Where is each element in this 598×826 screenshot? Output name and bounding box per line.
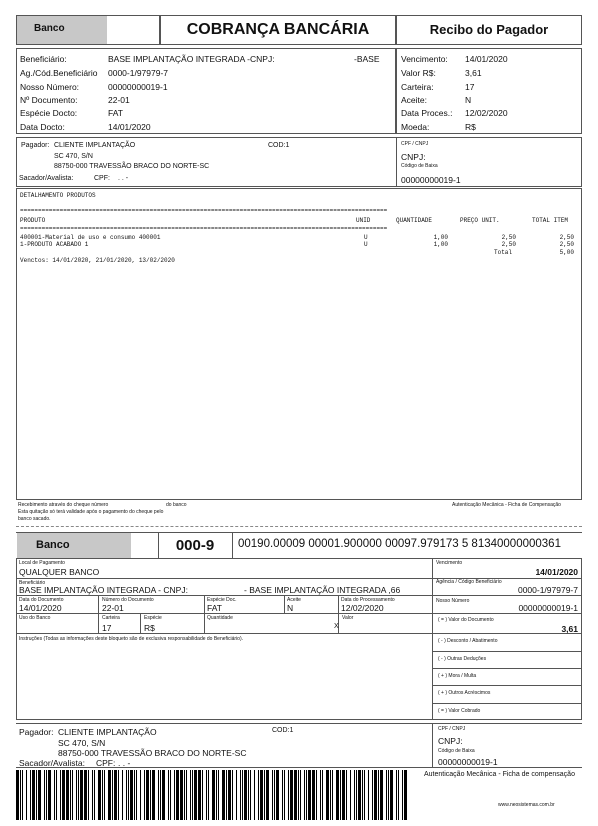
details-separator-bottom: ======================================================================================================	[20, 225, 388, 232]
receipt-especie-docto-label: Espécie Docto:	[20, 108, 78, 118]
slip-outros-acrescimos-label: ( + ) Outros Acréscimos	[438, 690, 491, 696]
slip-autenticacao: Autenticação Mecânica - Ficha de compensação	[424, 771, 575, 778]
receipt-pagador-address2: 88750-000 TRAVESSÃO BRACO DO NORTE-SC	[54, 163, 210, 170]
receipt-carteira-label: Carteira:	[401, 82, 434, 92]
slip-cpf-value: . . -	[118, 758, 131, 768]
barcode-bar	[316, 770, 317, 820]
barcode-bar	[80, 770, 83, 820]
barcode-bar	[92, 770, 93, 820]
barcode-bar	[60, 770, 61, 820]
cut-line	[16, 526, 582, 527]
barcode-bar	[264, 770, 265, 820]
slip-col-line	[284, 595, 285, 613]
details-row-total: 2,50	[559, 241, 574, 248]
details-separator-top: ======================================================================================================	[20, 207, 388, 214]
details-row-unid: U	[364, 241, 368, 248]
slip-desconto-label: ( - ) Desconto / Abatimento	[438, 638, 498, 644]
barcode-bar	[298, 770, 299, 820]
details-row-preco: 2,50	[501, 234, 516, 241]
slip-local-pagamento-label: Local de Pagamento	[19, 560, 65, 566]
slip-especie-doc-value: FAT	[207, 603, 222, 613]
receipt-pagador-name: CLIENTE IMPLANTAÇÃO	[54, 142, 136, 149]
receipt-cpf-label: CPF:	[94, 175, 110, 182]
receipt-data-proces-value: 12/02/2020	[465, 108, 508, 118]
barcode-bar	[122, 770, 123, 820]
barcode-bar	[346, 770, 347, 820]
slip-carteira-value: 17	[102, 623, 112, 633]
barcode-bar	[158, 770, 159, 820]
barcode-bar	[250, 770, 251, 820]
receipt-cpf-cnpj-small: CPF / CNPJ	[401, 141, 429, 147]
barcode-bar	[84, 770, 87, 820]
barcode-bar	[184, 770, 185, 820]
slip-row-line	[432, 703, 582, 704]
barcode-bar	[180, 770, 183, 820]
barcode-bar	[254, 770, 255, 820]
barcode-bar	[322, 770, 323, 820]
slip-beneficiario-label: Beneficiário	[19, 580, 46, 586]
barcode-bar	[36, 770, 37, 820]
slip-pagador-label: Pagador:	[19, 727, 54, 737]
barcode-bar	[240, 770, 241, 820]
slip-bank-divider-2	[232, 532, 233, 558]
barcode-bar	[332, 770, 333, 820]
receipt-data-proces-label: Data Proces.:	[401, 108, 453, 118]
slip-linha-digitavel: 00190.00009 00001.900000 00097.979173 5 81340000000361	[238, 538, 561, 550]
barcode-bar	[78, 770, 79, 820]
barcode-bar	[354, 770, 355, 820]
barcode-bar	[374, 770, 377, 820]
barcode-bar	[336, 770, 339, 820]
barcode-bar	[186, 770, 187, 820]
slip-vencimento-value: 14/01/2020	[535, 567, 578, 577]
barcode-bar	[232, 770, 233, 820]
slip-bank-label: Banco	[36, 539, 70, 551]
barcode-bar	[38, 770, 41, 820]
slip-aceite-label: Aceite	[287, 597, 301, 603]
receipt-beneficiario-suffix: -BASE	[354, 54, 380, 64]
barcode-bar	[98, 770, 101, 820]
slip-data-documento-value: 14/01/2020	[19, 603, 62, 613]
barcode-bar	[266, 770, 269, 820]
receipt-sacador-label: Sacador/Avalista:	[19, 175, 74, 182]
slip-col-line	[98, 595, 99, 633]
receipt-pagador-address1: SC 470, S/N	[54, 153, 93, 160]
barcode-bar	[76, 770, 77, 820]
recebimento-line2: Esta quitação só terá validade após o pagamento do cheque pelo	[18, 509, 164, 515]
barcode-bar	[206, 770, 207, 820]
slip-especie-value: R$	[144, 623, 155, 633]
barcode-bar	[168, 770, 169, 820]
barcode-bar	[300, 770, 301, 820]
barcode-bar	[192, 770, 193, 820]
barcode-bar	[396, 770, 397, 820]
barcode-bar	[126, 770, 127, 820]
slip-data-documento-label: Data do Documento	[19, 597, 64, 603]
receipt-nosso-numero-label: Nosso Número:	[20, 82, 80, 92]
slip-pagador-divider	[432, 723, 433, 767]
barcode-bar	[274, 770, 275, 820]
receipt-data-docto-label: Data Docto:	[20, 122, 65, 132]
slip-sacador-label: Sacador/Avalista:	[19, 758, 85, 768]
receipt-vencimento-label: Vencimento:	[401, 54, 448, 64]
slip-mora-multa-label: ( + ) Mora / Multa	[438, 673, 477, 679]
receipt-moeda-label: Moeda:	[401, 122, 430, 132]
slip-col-line	[140, 613, 141, 633]
details-total-label: Total	[494, 249, 513, 256]
barcode-bar	[160, 770, 161, 820]
receipt-valor-label: Valor R$:	[401, 68, 436, 78]
barcode-bar	[54, 770, 55, 820]
barcode-bar	[312, 770, 315, 820]
barcode-bar	[368, 770, 369, 820]
barcode-bar	[228, 770, 231, 820]
barcode-bar	[44, 770, 45, 820]
details-header-produto: PRODUTO	[20, 217, 46, 224]
slip-row-line	[16, 595, 582, 596]
barcode-bar	[102, 770, 103, 820]
barcode-bar	[380, 770, 383, 820]
slip-data-processamento-label: Data do Processamento	[341, 597, 395, 603]
receipt-moeda-value: R$	[465, 122, 476, 132]
barcode-bar	[16, 770, 19, 820]
receipt-agencia-label: Ag./Cód.Beneficiário	[20, 68, 98, 78]
slip-beneficiario-value: BASE IMPLANTAÇÃO INTEGRADA - CNPJ:	[19, 585, 188, 595]
barcode	[16, 770, 410, 820]
slip-website: www.neosistemas.com.br	[498, 802, 555, 808]
barcode-bar	[260, 770, 263, 820]
barcode-bar	[128, 770, 129, 820]
details-header-total: TOTAL ITEM	[532, 217, 569, 224]
barcode-bar	[306, 770, 307, 820]
barcode-bar	[326, 770, 329, 820]
barcode-bar	[356, 770, 357, 820]
slip-row-line	[16, 613, 582, 614]
slip-nosso-numero-label: Nosso Número	[436, 598, 470, 604]
receipt-codigo-baixa-small: Código de Baixa	[401, 163, 438, 169]
slip-cod-label: COD:1	[272, 727, 294, 734]
receipt-beneficiario-label: Beneficiário:	[20, 54, 67, 64]
barcode-bar	[194, 770, 197, 820]
barcode-bar	[150, 770, 151, 820]
slip-agencia-value: 0000-1/97979-7	[517, 585, 578, 595]
slip-agencia-label: Agência / Código Beneficiário	[436, 579, 502, 585]
barcode-bar	[170, 770, 171, 820]
slip-pagador-address2: 88750-000 TRAVESSÃO BRACO DO NORTE-SC	[58, 748, 247, 758]
receipt-title: COBRANÇA BANCÁRIA	[186, 21, 370, 38]
slip-right-column-divider	[432, 558, 433, 720]
slip-valor-documento-label: ( = ) Valor do Documento	[438, 617, 494, 623]
details-header-preco: PREÇO UNIT.	[460, 217, 500, 224]
receipt-valor-value: 3,61	[465, 68, 482, 78]
slip-instrucoes: Instruções (Todas as informações deste bloqueto são de exclusiva responsabilidade do Beneficiário).	[19, 636, 244, 642]
details-title: DETALHAMENTO PRODUTOS	[20, 192, 96, 199]
barcode-bar	[136, 770, 137, 820]
receipt-aceite-label: Aceite:	[401, 95, 427, 105]
barcode-bar	[26, 770, 27, 820]
receipt-pagador-divider	[396, 137, 397, 187]
barcode-bar	[276, 770, 279, 820]
slip-codigo-baixa-small: Código de Baixa	[438, 748, 475, 754]
barcode-bar	[118, 770, 119, 820]
barcode-bar	[362, 770, 363, 820]
barcode-bar	[176, 770, 179, 820]
barcode-bar	[30, 770, 31, 820]
barcode-bar	[258, 770, 259, 820]
slip-row-line	[432, 668, 582, 669]
receipt-codigo-baixa-value: 00000000019-1	[401, 175, 461, 185]
slip-local-pagamento-value: QUALQUER BANCO	[19, 567, 100, 577]
barcode-bar	[190, 770, 191, 820]
slip-beneficiario-value2: - BASE IMPLANTAÇÃO INTEGRADA ,66	[244, 585, 401, 595]
barcode-bar	[46, 770, 47, 820]
barcode-bar	[242, 770, 243, 820]
slip-quantidade-label: Quantidade	[207, 615, 233, 621]
slip-vencimento-label: Vencimento	[436, 560, 463, 566]
slip-valor-documento-value: 3,61	[561, 624, 578, 634]
slip-uso-banco-label: Uso do Banco	[19, 615, 51, 621]
recebimento-line1: Recebimento através do cheque número	[18, 502, 109, 508]
barcode-bar	[66, 770, 69, 820]
barcode-bar	[222, 770, 225, 820]
barcode-bar	[390, 770, 393, 820]
details-row-quantidade: 1,00	[433, 241, 448, 248]
barcode-bar	[288, 770, 289, 820]
barcode-bar	[88, 770, 89, 820]
receipt-carteira-value: 17	[465, 82, 475, 92]
barcode-bar	[402, 770, 403, 820]
barcode-bar	[208, 770, 209, 820]
receipt-cod-label: COD:1	[268, 142, 290, 149]
barcode-bar	[226, 770, 227, 820]
slip-especie-doc-label: Espécie Doc.	[207, 597, 237, 603]
receipt-num-documento-value: 22-01	[108, 95, 130, 105]
slip-row-line	[432, 685, 582, 686]
barcode-bar	[282, 770, 283, 820]
barcode-bar	[248, 770, 249, 820]
barcode-bar	[340, 770, 341, 820]
slip-bank-code: 000-9	[175, 537, 215, 554]
receipt-autenticacao: Autenticação Mecânica - Ficha de Compensação	[452, 502, 561, 508]
slip-num-documento-label: Número do Documento	[102, 597, 154, 603]
barcode-bar	[152, 770, 155, 820]
barcode-bar	[104, 770, 105, 820]
slip-col-line	[204, 613, 205, 633]
barcode-bar	[108, 770, 111, 820]
barcode-bar	[94, 770, 95, 820]
barcode-bar	[294, 770, 297, 820]
barcode-bar	[32, 770, 35, 820]
slip-valor-label: Valor	[342, 615, 354, 621]
receipt-vencimento-value: 14/01/2020	[465, 54, 508, 64]
barcode-bar	[112, 770, 113, 820]
barcode-bar	[62, 770, 65, 820]
barcode-bar	[244, 770, 247, 820]
barcode-bar	[72, 770, 73, 820]
receipt-aceite-value: N	[465, 95, 472, 105]
details-vencimentos: Venctos: 14/01/2020, 21/01/2020, 13/02/2020	[20, 257, 175, 264]
slip-x-mark: X	[334, 623, 339, 630]
barcode-bar	[320, 770, 321, 820]
barcode-bar	[114, 770, 117, 820]
barcode-bar	[56, 770, 57, 820]
details-row-unid: U	[364, 234, 368, 241]
slip-bank-logo	[17, 533, 131, 558]
barcode-bar	[22, 770, 23, 820]
barcode-bar	[330, 770, 331, 820]
barcode-bar	[304, 770, 305, 820]
slip-aceite-value: N	[287, 603, 294, 613]
slip-pagador-address1: SC 470, S/N	[58, 738, 106, 748]
slip-carteira-label: Carteira	[102, 615, 120, 621]
slip-col-line	[204, 595, 205, 613]
barcode-bars	[16, 770, 407, 820]
barcode-bar	[378, 770, 379, 820]
slip-row-line	[432, 651, 582, 652]
barcode-bar	[350, 770, 351, 820]
details-row-quantidade: 1,00	[433, 234, 448, 241]
barcode-bar	[198, 770, 201, 820]
barcode-bar	[386, 770, 387, 820]
slip-nosso-numero-value: 00000000019-1	[518, 603, 578, 613]
barcode-bar	[134, 770, 135, 820]
barcode-bar	[398, 770, 399, 820]
barcode-bar	[140, 770, 141, 820]
receipt-cnpj-label: CNPJ:	[401, 152, 426, 162]
barcode-bar	[144, 770, 145, 820]
slip-valor-cobrado-label: ( = ) Valor Cobrado	[438, 708, 481, 714]
receipt-num-documento-label: Nº Documento:	[20, 95, 78, 105]
receipt-pagador-label: Pagador:	[21, 142, 50, 149]
barcode-bar	[364, 770, 365, 820]
receipt-data-docto-value: 14/01/2020	[108, 122, 151, 132]
receipt-agencia-value: 0000-1/97979-7	[108, 68, 169, 78]
slip-outras-deducoes-label: ( - ) Outras Deduções	[438, 656, 487, 662]
slip-pagador-name: CLIENTE IMPLANTAÇÃO	[58, 727, 157, 737]
slip-cpf-cnpj-small: CPF / CNPJ	[438, 726, 466, 732]
slip-codigo-baixa-value: 00000000019-1	[438, 757, 498, 767]
barcode-bar	[202, 770, 203, 820]
barcode-bar	[272, 770, 273, 820]
receipt-especie-docto-value: FAT	[108, 108, 123, 118]
details-row-preco: 2,50	[501, 241, 516, 248]
barcode-bar	[48, 770, 51, 820]
barcode-bar	[70, 770, 71, 820]
slip-cpf-label: CPF:	[96, 758, 116, 768]
receipt-cpf-value: . . -	[118, 175, 129, 182]
barcode-bar	[404, 770, 407, 820]
barcode-bar	[372, 770, 373, 820]
slip-cnpj-label: CNPJ:	[438, 736, 463, 746]
barcode-bar	[358, 770, 361, 820]
details-header-quantidade: QUANTIDADE	[396, 217, 433, 224]
details-header-unid: UNID	[356, 217, 371, 224]
recebimento-line3: banco sacado.	[18, 516, 51, 522]
barcode-bar	[20, 770, 21, 820]
slip-especie-label: Espécie	[144, 615, 162, 621]
receipt-recibo-title: Recibo do Pagador	[429, 22, 549, 37]
barcode-bar	[388, 770, 389, 820]
details-row-product: 400001-Material de uso e consumo 400001	[20, 234, 161, 241]
details-row-product: 1-PRODUTO ACABADO 1	[20, 241, 89, 248]
slip-pagador-top-border	[16, 723, 582, 724]
barcode-bar	[212, 770, 215, 820]
receipt-beneficiario-value: BASE IMPLANTAÇÃO INTEGRADA -CNPJ:	[108, 54, 275, 64]
recebimento-do-banco: do banco	[166, 502, 187, 508]
slip-bottom-border	[16, 767, 582, 768]
barcode-bar	[130, 770, 133, 820]
receipt-nosso-numero-value: 00000000019-1	[108, 82, 168, 92]
slip-num-documento-value: 22-01	[102, 603, 124, 613]
barcode-bar	[174, 770, 175, 820]
barcode-bar	[162, 770, 165, 820]
barcode-bar	[284, 770, 285, 820]
details-row-total: 2,50	[559, 234, 574, 241]
barcode-bar	[146, 770, 149, 820]
slip-data-processamento-value: 12/02/2020	[341, 603, 384, 613]
barcode-bar	[290, 770, 293, 820]
barcode-bar	[342, 770, 345, 820]
barcode-bar	[218, 770, 219, 820]
barcode-bar	[236, 770, 237, 820]
slip-col-line	[338, 595, 339, 613]
receipt-bank-label: Banco	[34, 23, 65, 34]
barcode-bar	[216, 770, 217, 820]
barcode-bar	[308, 770, 311, 820]
details-total-value: 5,00	[559, 249, 574, 256]
